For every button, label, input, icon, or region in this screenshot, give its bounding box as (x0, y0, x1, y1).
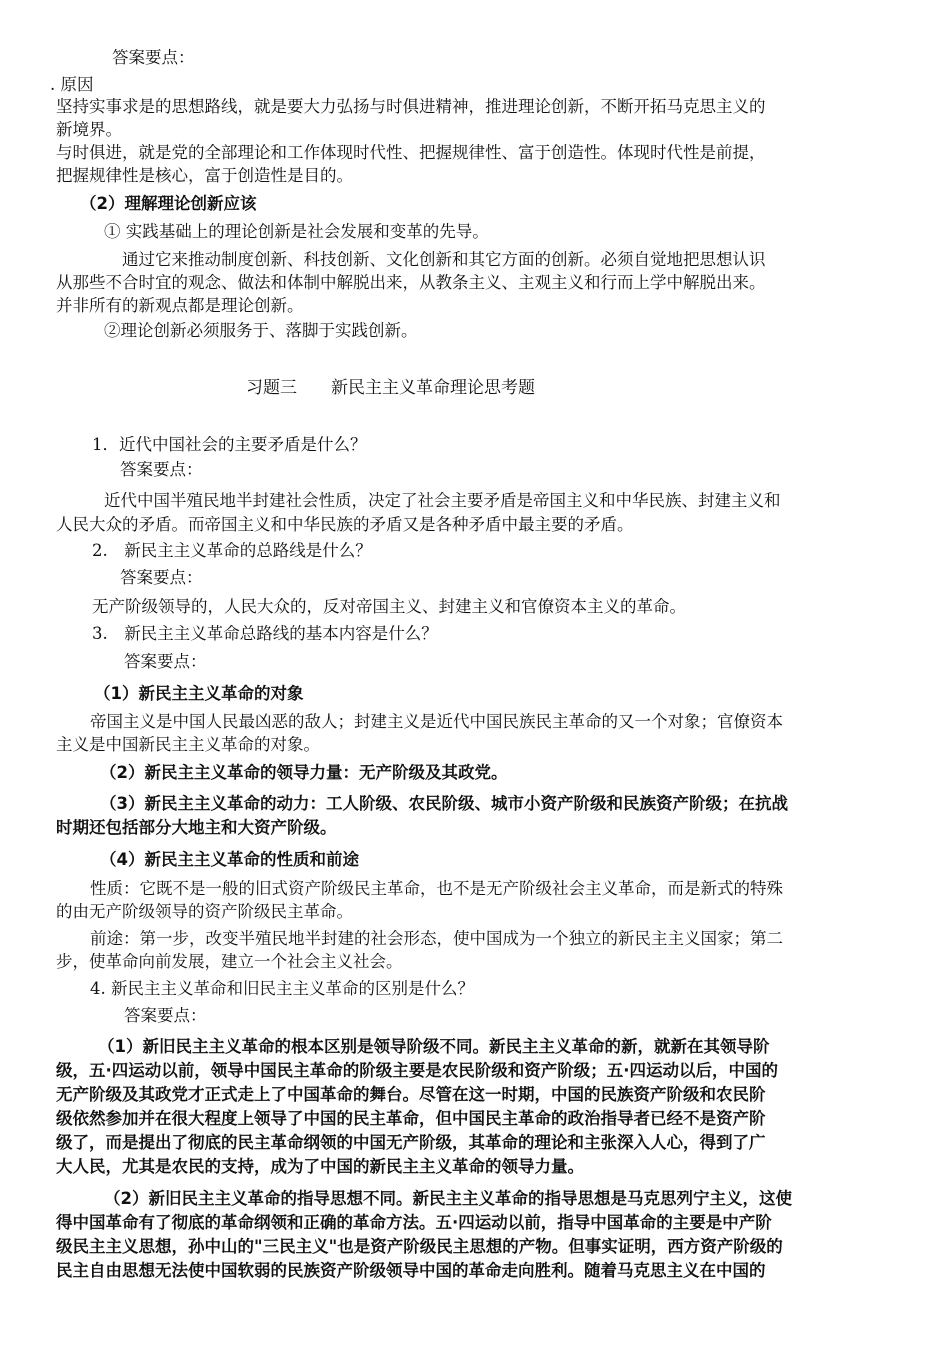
paragraph-line: 无产阶级及其政党才正式走上了中国革命的舞台。尽管在这一时期，中国的民族资产阶级和农民阶 (56, 1085, 766, 1104)
list-item: ②理论创新必须服务于、落脚于实践创新。 (104, 321, 418, 340)
subheading-leadership: （2）新民主主义革命的领导力量：无产阶级及其政党。 (100, 763, 508, 782)
subheading-theory-innovation: （2）理解理论创新应该 (80, 194, 257, 213)
paragraph-line: 大人民，尤其是农民的支持，成为了中国的新民主主义革命的领导力量。 (56, 1157, 584, 1176)
paragraph-line: 新境界。 (56, 120, 122, 139)
paragraph-line: 把握规律性是核心，富于创造性是目的。 (56, 166, 353, 185)
paragraph-line: 得中国革命有了彻底的革命纲领和正确的革命方法。五·四运动以前，指导中国革命的主要是中产阶 (56, 1213, 772, 1232)
paragraph-line: 的由无产阶级领导的资产阶级民主革命。 (56, 902, 353, 921)
paragraph-line: 步，使革命向前发展，建立一个社会主义社会。 (56, 952, 403, 971)
answer-points-label: 答案要点： (124, 1006, 207, 1025)
paragraph-line: 级民主主义思想，孙中山的"三民主义"也是资产阶级民主思想的产物。但事实证明，西方资产阶级的 (56, 1237, 783, 1256)
section-heading-reason: . 原因 (50, 75, 94, 94)
paragraph-line: 民主自由思想无法使中国软弱的民族资产阶级领导中国的革命走向胜利。随着马克思主义在中国的 (56, 1261, 766, 1280)
paragraph-line: 并非所有的新观点都是理论创新。 (56, 296, 304, 315)
answer-points-label: 答案要点： (120, 568, 203, 587)
paragraph-line: 从那些不合时宜的观念、做法和体制中解脱出来，从教条主义、主观主义和行而上学中解脱出来。 (56, 273, 766, 292)
answer-points-label: 答案要点： (124, 652, 207, 671)
paragraph-line: 时期还包括部分大地主和大资产阶级。 (56, 818, 337, 837)
list-item: ① 实践基础上的理论创新是社会发展和变革的先导。 (104, 222, 489, 241)
paragraph-line: 级了，而是提出了彻底的民主革命纲领的中国无产阶级，其革命的理论和主张深入人心，得到了广 (56, 1133, 766, 1152)
paragraph-line: 无产阶级领导的，人民大众的，反对帝国主义、封建主义和官僚资本主义的革命。 (92, 597, 686, 616)
subheading-nature-future: （4）新民主主义革命的性质和前途 (100, 850, 359, 869)
question-3: 3. 新民主主义革命总路线的基本内容是什么？ (92, 624, 438, 643)
paragraph-line: 人民大众的矛盾。而帝国主义和中华民族的矛盾又是各种矛盾中最主要的矛盾。 (56, 515, 634, 534)
chapter-title: 习题三 新民主主义革命理论思考题 (246, 378, 535, 398)
question-4: 4. 新民主主义革命和旧民主主义革命的区别是什么？ (90, 979, 474, 998)
paragraph-line: 级依然参加并在很大程度上领导了中国的民主革命，但中国民主革命的政治指导者已经不是资产阶 (56, 1109, 766, 1128)
subheading-driving-force: （3）新民主主义革命的动力：工人阶级、农民阶级、城市小资产阶级和民族资产阶级；在抗战 (100, 794, 788, 813)
paragraph-line: 性质：它既不是一般的旧式资产阶级民主革命，也不是无产阶级社会主义革命，而是新式的特殊 (90, 879, 783, 898)
paragraph-line: 帝国主义是中国人民最凶恶的敌人；封建主义是近代中国民族民主革命的又一个对象；官僚资本 (90, 712, 783, 731)
paragraph-line: 级，五·四运动以前，领导中国民主革命的阶级主要是农民阶级和资产阶级；五·四运动以后，中国的 (56, 1061, 779, 1080)
paragraph-line: （2）新旧民主主义革命的指导思想不同。新民主主义革命的指导思想是马克思列宁主义，这使 (104, 1189, 792, 1208)
paragraph-line: （1）新旧民主主义革命的根本区别是领导阶级不同。新民主主义革命的新，就新在其领导阶 (98, 1037, 770, 1056)
question-1: 1．近代中国社会的主要矛盾是什么？ (92, 435, 367, 454)
answer-points-label: 答案要点： (112, 48, 195, 67)
paragraph-line: 主义是中国新民主主义革命的对象。 (56, 735, 320, 754)
paragraph-line: 前途：第一步，改变半殖民地半封建的社会形态，使中国成为一个独立的新民主主义国家；第二 (90, 929, 783, 948)
paragraph-line: 坚持实事求是的思想路线，就是要大力弘扬与时俱进精神，推进理论创新，不断开拓马克思主义的 (56, 97, 766, 116)
question-2: 2. 新民主主义革命的总路线是什么？ (92, 541, 372, 560)
answer-points-label: 答案要点： (120, 460, 203, 479)
subheading-target: （1）新民主主义革命的对象 (94, 684, 304, 703)
paragraph-line: 通过它来推动制度创新、科技创新、文化创新和其它方面的创新。必须自觉地把思想认识 (122, 250, 766, 269)
paragraph-line: 与时俱进，就是党的全部理论和工作体现时代性、把握规律性、富于创造性。体现时代性是前提， (56, 143, 766, 162)
paragraph-line: 近代中国半殖民地半封建社会性质，决定了社会主要矛盾是帝国主义和中华民族、封建主义和 (104, 491, 781, 510)
